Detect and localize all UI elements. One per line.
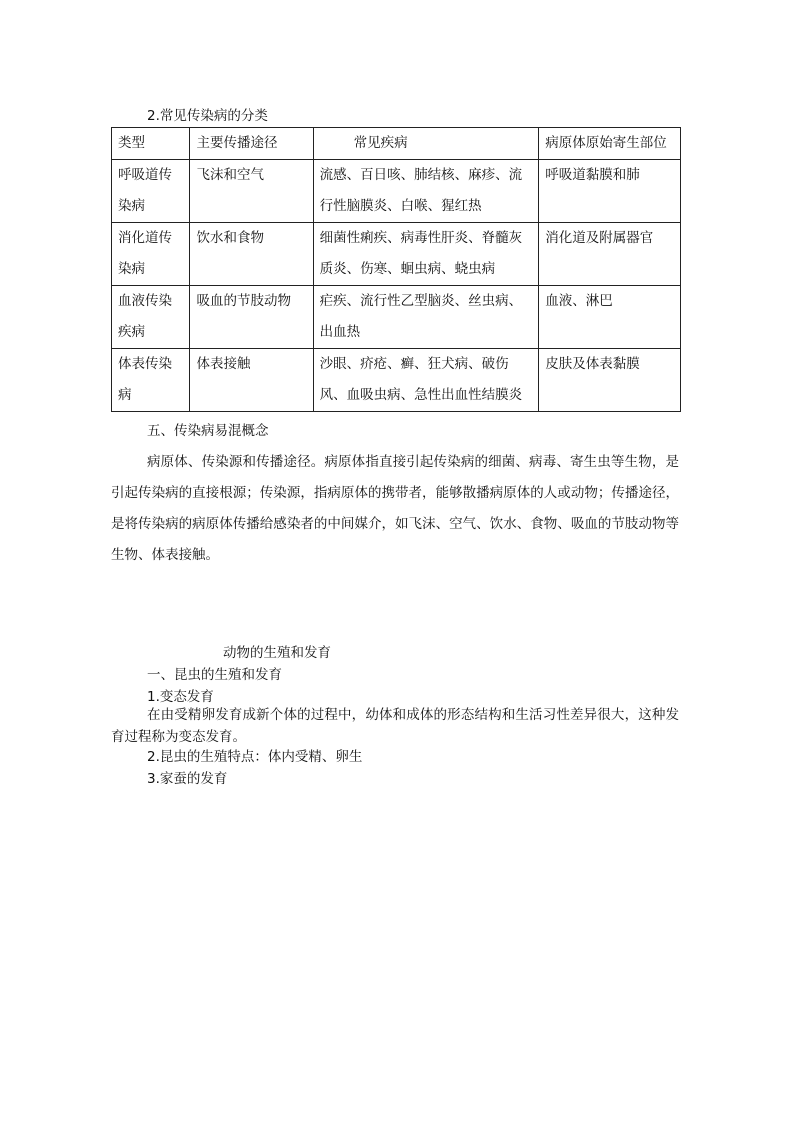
cell-type: 体表传染病 bbox=[112, 349, 190, 412]
animals-title: 动物的生殖和发育 bbox=[223, 645, 331, 661]
cell-type: 呼吸道传染病 bbox=[112, 160, 190, 223]
concepts-heading: 五、传染病易混概念 bbox=[147, 423, 269, 439]
table-header-row bbox=[112, 128, 681, 160]
cell-type: 消化道传染病 bbox=[112, 223, 190, 286]
table-row bbox=[112, 160, 681, 223]
cell-type: 血液传染疾病 bbox=[112, 286, 190, 349]
table-heading: 2.常见传染病的分类 bbox=[147, 108, 268, 124]
cell-site: 皮肤及体表黏膜 bbox=[539, 349, 681, 412]
metamorphosis-heading: 1.变态发育 bbox=[147, 689, 214, 705]
concepts-paragraph: 病原体、传染源和传播途径。病原体指直接引起传染病的细菌、病毒、寄生虫等生物，是引起传染病的直接根源；传染源，指病原体的携带者，能够散播病原体的人或动物；传播途径，是将传染病的病原体传播给感染者的中间媒介，如飞沫、空气、饮水、食物、吸血的节肢动物等生物、体表接触。 bbox=[111, 454, 679, 563]
cell-route: 吸血的节肢动物 bbox=[190, 286, 313, 349]
cell-diseases: 细菌性痢疾、病毒性肝炎、脊髓灰质炎、伤寒、蛔虫病、蛲虫病 bbox=[313, 223, 539, 286]
cell-route: 饮水和食物 bbox=[190, 223, 313, 286]
table-row bbox=[112, 286, 681, 349]
insect-reproduction-item: 2.昆虫的生殖特点：体内受精、卵生 bbox=[147, 749, 363, 765]
table-row bbox=[112, 223, 681, 286]
header-site: 病原体原始寄生部位 bbox=[539, 128, 681, 160]
silkworm-heading: 3.家蚕的发育 bbox=[147, 771, 228, 787]
disease-classification-table bbox=[111, 127, 681, 412]
cell-site: 呼吸道黏膜和肺 bbox=[539, 160, 681, 223]
metamorphosis-paragraph: 在由受精卵发育成新个体的过程中，幼体和成体的形态结构和生活习性差异很大，这种发育过程称为变态发育。 bbox=[111, 707, 679, 745]
header-diseases: 常见疾病 bbox=[313, 128, 539, 160]
header-type: 类型 bbox=[112, 128, 190, 160]
cell-diseases: 疟疾、流行性乙型脑炎、丝虫病、出血热 bbox=[313, 286, 539, 349]
cell-diseases: 沙眼、疥疮、癣、狂犬病、破伤风、血吸虫病、急性出血性结膜炎 bbox=[313, 349, 539, 412]
cell-diseases: 流感、百日咳、肺结核、麻疹、流行性脑膜炎、白喉、猩红热 bbox=[313, 160, 539, 223]
insects-subheading: 一、昆虫的生殖和发育 bbox=[147, 667, 282, 683]
header-route: 主要传播途径 bbox=[190, 128, 313, 160]
cell-route: 飞沫和空气 bbox=[190, 160, 313, 223]
cell-route: 体表接触 bbox=[190, 349, 313, 412]
cell-site: 血液、淋巴 bbox=[539, 286, 681, 349]
table-row bbox=[112, 349, 681, 412]
cell-site: 消化道及附属器官 bbox=[539, 223, 681, 286]
